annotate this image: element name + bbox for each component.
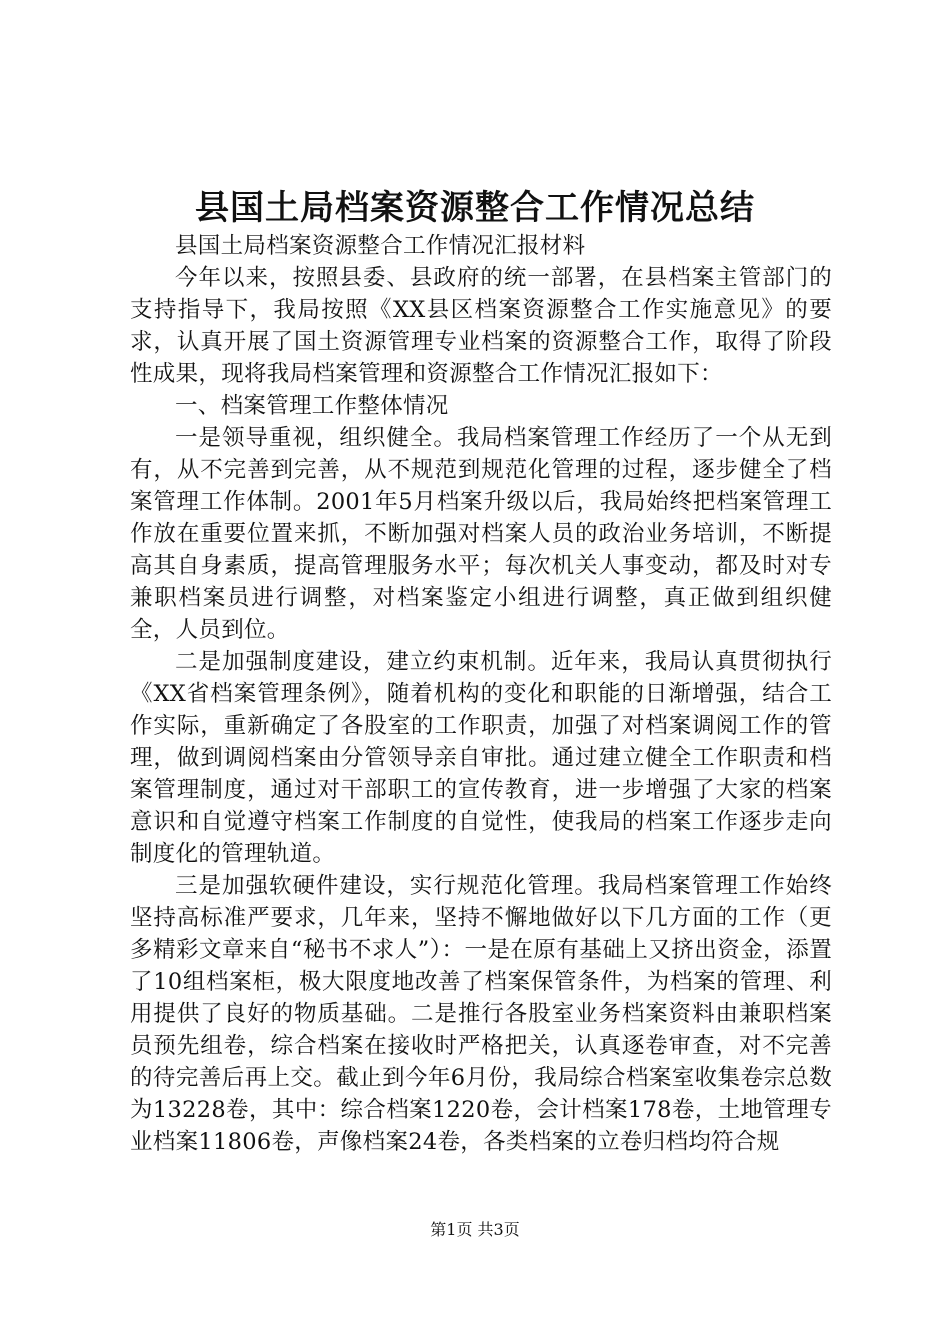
document-body xyxy=(130,230,832,1158)
page-footer: 第1页 共3页 xyxy=(430,1220,520,1239)
document-title: 县国土局档案资源整合工作情况总结 xyxy=(195,188,755,228)
paragraph-infrastructure: 三是加强软硬件建设，实行规范化管理。我局档案管理工作始终坚持高标准严要求，几年来，坚持不懈地做好以下几方面的工作（更多精彩文章来自“秘书不求人”）：一是在原有基础上又挤出资金，添置了10组档案柜，极大限度地改善了档案保管条件，为档案的管理、利用提供了良好的物质基础。二是推行各股室业务档案资料由兼职档案员预先组卷，综合档案在接收时严格把关，认真逐卷审查，对不完善的待完善后再上交。截止到今年6月份，我局综合档案室收集卷宗总数为13228卷，其中：综合档案1220卷，会计档案178卷，土地管理专业档案11806卷，声像档案24卷，各类档案的立卷归档均符合规 xyxy=(130,873,832,1155)
paragraph-intro: 今年以来，按照县委、县政府的统一部署，在县档案主管部门的支持指导下，我局按照《XX县区档案资源整合工作实施意见》的要求，认真开展了国土资源管理专业档案的资源整合工作，取得了阶段性成果，现将我局档案管理和资源整合工作情况汇报如下： xyxy=(130,265,832,387)
section-heading: 一、档案管理工作整体情况 xyxy=(175,393,449,419)
paragraph-leadership: 一是领导重视，组织健全。我局档案管理工作经历了一个从无到有，从不完善到完善，从不规范到规范化管理的过程，逐步健全了档案管理工作体制。2001年5月档案升级以后，我局始终把档案管理工作放在重要位置来抓，不断加强对档案人员的政治业务培训，不断提高其自身素质，提高管理服务水平；每次机关人事变动，都及时对专兼职档案员进行调整，对档案鉴定小组进行调整，真正做到组织健全，人员到位。 xyxy=(130,425,832,643)
paragraph-subtitle: 县国土局档案资源整合工作情况汇报材料 xyxy=(175,233,586,259)
paragraph-system: 二是加强制度建设，建立约束机制。近年来，我局认真贯彻执行《XX省档案管理条例》，随着机构的变化和职能的日渐增强，结合工作实际，重新确定了各股室的工作职责，加强了对档案调阅工作的管理，做到调阅档案由分管领导亲自审批。通过建立健全工作职责和档案管理制度，通过对干部职工的宣传教育，进一步增强了大家的档案意识和自觉遵守档案工作制度的自觉性，使我局的档案工作逐步走向制度化的管理轨道。 xyxy=(130,649,832,867)
